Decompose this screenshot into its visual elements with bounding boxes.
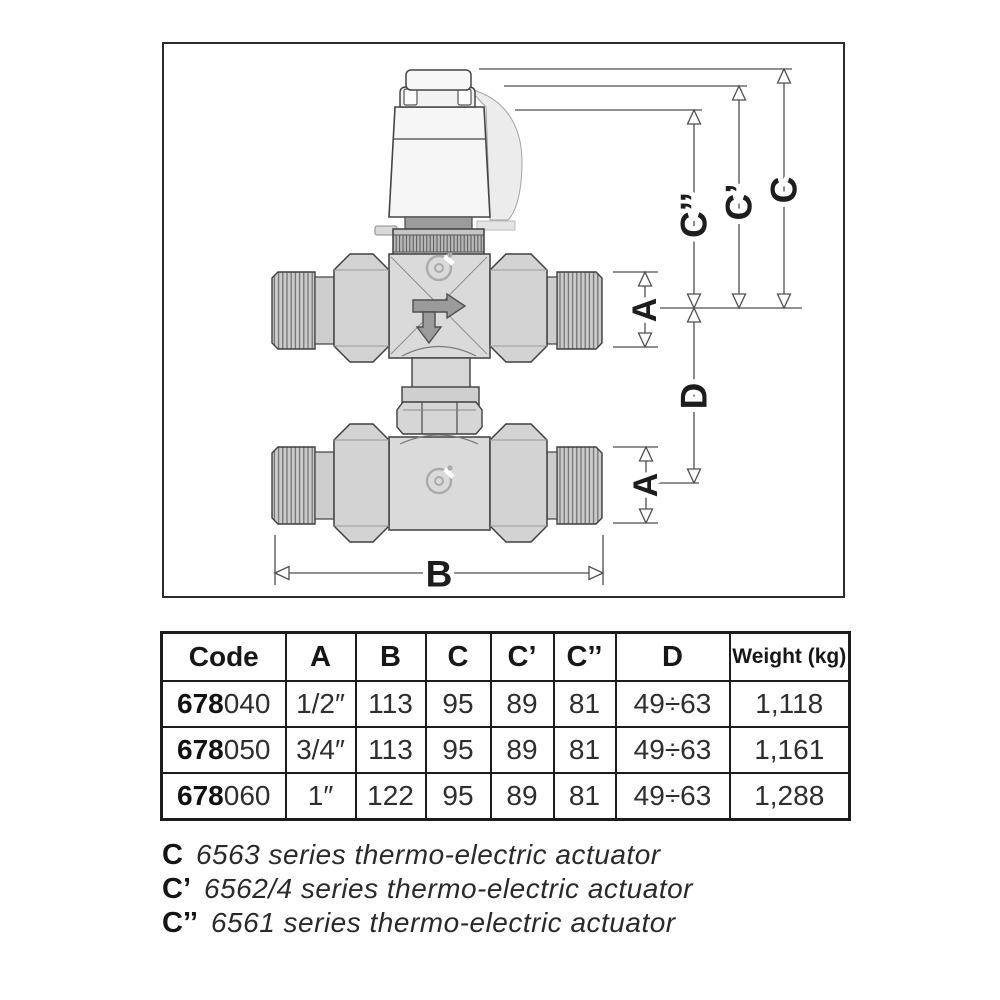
actuator-series-footnotes — [162, 839, 693, 941]
dim-label-c: C — [763, 176, 805, 204]
cell-a: 3/4″ — [286, 727, 356, 773]
cell-c: 95 — [426, 727, 491, 773]
footnote-text: 6563 series thermo-electric actuator — [195, 839, 661, 870]
cell-a: 1/2″ — [286, 681, 356, 727]
cell-c-double-prime: 81 — [554, 681, 616, 727]
lower-right-union-nut — [490, 424, 547, 542]
lower-left-thread — [272, 447, 315, 524]
dimension-table — [160, 631, 851, 821]
footnote-label: C’ — [162, 873, 191, 905]
cell-b: 113 — [356, 681, 426, 727]
lower-valve-assembly — [272, 424, 602, 542]
cell-c-prime: 89 — [491, 681, 554, 727]
valve-technical-drawing — [164, 44, 843, 596]
code-suffix: 040 — [223, 688, 271, 719]
upper-left-thread — [272, 272, 315, 349]
thermo-electric-actuator — [375, 70, 522, 257]
header-c: C — [426, 633, 491, 682]
cell-code — [162, 681, 286, 727]
lower-left-shoulder — [315, 452, 334, 519]
upper-valve-assembly — [272, 252, 602, 362]
header-c-prime: C’ — [491, 633, 554, 682]
header-weight: Weight (kg) — [730, 633, 850, 682]
header-d: D — [616, 633, 730, 682]
footnote-label: C’’ — [162, 907, 198, 939]
code-suffix: 050 — [223, 734, 271, 765]
cell-c-prime: 89 — [491, 773, 554, 820]
header-a: A — [286, 633, 356, 682]
header-c-double-prime: C’’ — [554, 633, 616, 682]
header-b: B — [356, 633, 426, 682]
cell-d: 49÷63 — [616, 727, 730, 773]
hex-nut — [397, 402, 482, 434]
cell-weight: 1,288 — [730, 773, 850, 820]
lower-valve-body — [389, 437, 490, 530]
connector-stub — [412, 358, 470, 389]
cell-d: 49÷63 — [616, 681, 730, 727]
footnote-text: 6561 series thermo-electric actuator — [210, 907, 676, 938]
footnote-label: C — [162, 839, 183, 871]
dim-label-d: D — [673, 382, 715, 410]
upper-right-shoulder — [547, 277, 557, 344]
code-prefix: 678 — [177, 734, 224, 765]
actuator-body — [389, 107, 490, 217]
cell-weight: 1,161 — [730, 727, 850, 773]
cell-code — [162, 727, 286, 773]
technical-drawing-box — [162, 42, 845, 598]
knurled-ring-nut — [393, 229, 484, 257]
cell-d: 49÷63 — [616, 773, 730, 820]
dim-label-a-top: A — [626, 297, 664, 323]
cell-c-double-prime: 81 — [554, 727, 616, 773]
actuator-top-lip — [406, 70, 471, 90]
table-row — [162, 727, 850, 773]
footnote-c-prime — [162, 873, 693, 905]
cap-slot-left — [404, 89, 417, 105]
header-code: Code — [162, 633, 286, 682]
upper-right-thread — [557, 272, 602, 349]
upper-left-shoulder — [315, 277, 334, 344]
dim-label-c-prime: C’ — [718, 183, 760, 221]
dim-label-c-double-prime: C’’ — [673, 192, 715, 238]
footnote-c — [162, 839, 693, 871]
dim-label-a-bottom: A — [627, 472, 665, 498]
cell-code — [162, 773, 286, 820]
lower-right-shoulder — [547, 452, 557, 519]
table-row — [162, 773, 850, 820]
lower-left-union-nut — [334, 424, 389, 542]
cap-slot-right — [458, 89, 471, 105]
dim-label-b: B — [425, 553, 453, 595]
center-connector — [397, 358, 482, 434]
cell-b: 122 — [356, 773, 426, 820]
cell-a: 1″ — [286, 773, 356, 820]
lower-right-thread — [557, 447, 602, 524]
code-suffix: 060 — [223, 780, 271, 811]
cell-c-double-prime: 81 — [554, 773, 616, 820]
cell-c: 95 — [426, 681, 491, 727]
table-row — [162, 681, 850, 727]
table-header-row — [162, 633, 850, 682]
cell-b: 113 — [356, 727, 426, 773]
cell-weight: 1,118 — [730, 681, 850, 727]
code-prefix: 678 — [177, 780, 224, 811]
footnote-c-double-prime — [162, 907, 693, 939]
cell-c: 95 — [426, 773, 491, 820]
footnote-text: 6562/4 series thermo-electric actuator — [204, 873, 693, 904]
cell-c-prime: 89 — [491, 727, 554, 773]
code-prefix: 678 — [177, 688, 224, 719]
